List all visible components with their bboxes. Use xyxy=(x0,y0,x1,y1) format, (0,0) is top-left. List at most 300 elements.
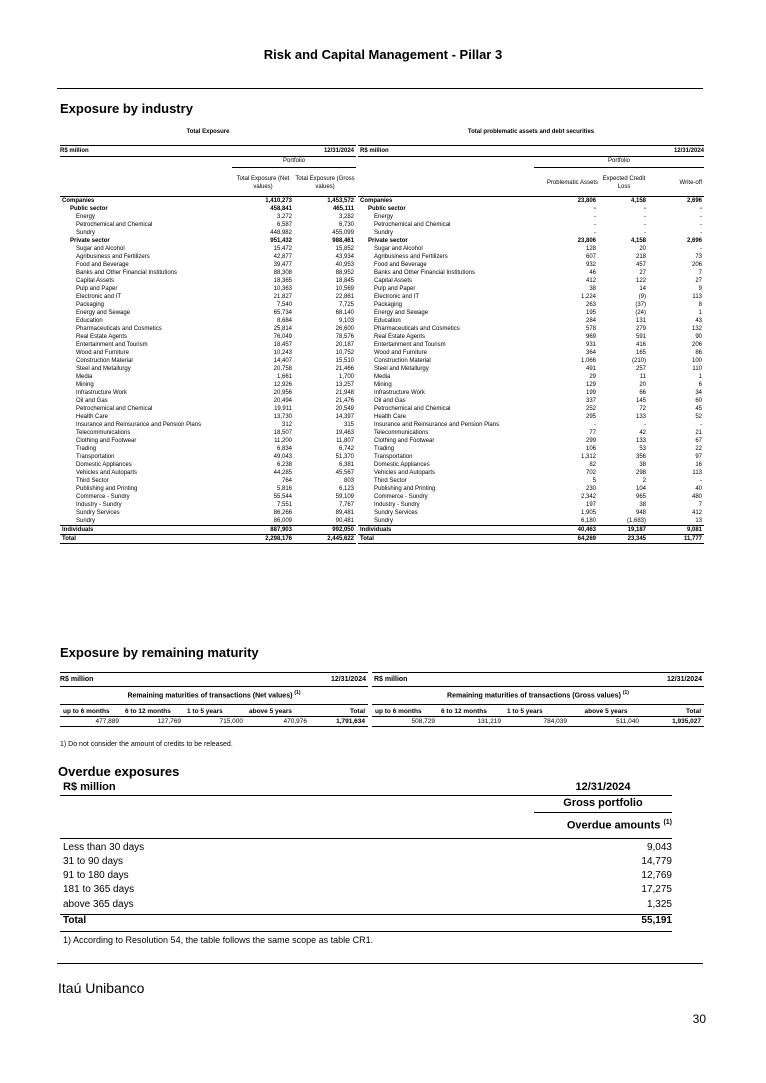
net-value: 6,238 xyxy=(276,462,292,468)
mat-right-sup: (1) xyxy=(622,690,629,696)
row-label: Industry - Sundry xyxy=(374,502,420,508)
ecl-value: 145 xyxy=(635,398,646,404)
page-title: Risk and Capital Management - Pillar 3 xyxy=(263,47,503,62)
row-label: Sundry xyxy=(76,518,96,524)
mat-net-h3: above 5 years xyxy=(249,708,293,715)
footer-brand: Itaú Unibanco xyxy=(58,980,145,996)
ecl-value: 20 xyxy=(639,382,646,388)
row-label: Sugar and Alcohol xyxy=(374,246,423,252)
industry-row xyxy=(60,245,356,253)
row-label: Total xyxy=(358,535,534,544)
overdue-line-top xyxy=(60,795,672,796)
overdue-row-value: 9,043 xyxy=(646,842,672,853)
industry-row xyxy=(60,373,356,381)
industry-row xyxy=(60,277,356,285)
mat-left-date: 12/31/2024 xyxy=(330,676,366,683)
right-date: 12/31/2024 xyxy=(673,148,704,154)
gross-value: 26,600 xyxy=(335,326,354,332)
writeoff-value: 480 xyxy=(691,494,702,500)
mat-net-v1: 127,769 xyxy=(157,718,181,725)
row-label: Commerce - Sundry xyxy=(76,494,130,500)
ecl-value: 38 xyxy=(639,462,646,468)
writeoff-value: 206 xyxy=(691,262,702,268)
problematic-value: - xyxy=(594,206,596,212)
problematic-row xyxy=(358,437,704,445)
writeoff-value: 11,777 xyxy=(648,535,704,544)
writeoff-value: - xyxy=(700,214,702,220)
gross-value: 2,445,622 xyxy=(294,535,356,544)
problematic-assets-caption: Total problematic assets and debt securities xyxy=(467,129,595,135)
overdue-total-label: Total xyxy=(63,915,87,926)
problematic-value: 197 xyxy=(585,502,596,508)
total-exposure-table xyxy=(60,196,356,544)
row-label: Individuals xyxy=(358,526,534,535)
problematic-row xyxy=(358,477,704,485)
row-label: Oil and Gas xyxy=(76,398,108,404)
mat-gross-v3: 511,040 xyxy=(615,718,639,725)
overdue-unit: R$ million xyxy=(63,781,116,793)
ecl-value: (9) xyxy=(638,294,646,300)
problematic-row xyxy=(358,429,704,437)
row-label: Oil and Gas xyxy=(374,398,406,404)
problematic-row xyxy=(358,221,704,229)
problematic-value: 607 xyxy=(585,254,596,260)
mat-right-caption-text: Remaining maturities of transactions (Gross values) xyxy=(447,692,621,700)
gross-value: 15,510 xyxy=(335,358,354,364)
right-portfolio: Portfolio xyxy=(607,158,630,164)
writeoff-value: 16 xyxy=(695,462,702,468)
problematic-row xyxy=(358,535,704,544)
gross-value: 7,767 xyxy=(338,502,354,508)
gross-value: 45,567 xyxy=(335,470,354,476)
gross-value: 20,187 xyxy=(335,342,354,348)
net-value: 1,410,273 xyxy=(232,197,294,206)
problematic-value: 128 xyxy=(585,246,596,252)
problematic-row xyxy=(358,405,704,413)
overdue-row xyxy=(60,870,672,884)
problematic-value: 46 xyxy=(589,270,596,276)
row-label: Media xyxy=(374,374,391,380)
row-label: Clothing and Footwear xyxy=(76,438,137,444)
gross-value: 22,861 xyxy=(335,294,354,300)
gross-value: 6,742 xyxy=(338,446,354,452)
row-label: Pharmaceuticals and Cosmetics xyxy=(76,326,162,332)
overdue-row-label: 31 to 90 days xyxy=(63,856,124,867)
problematic-row xyxy=(358,229,704,237)
net-value: 458,841 xyxy=(270,206,292,212)
industry-section-title: Exposure by industry xyxy=(60,101,193,116)
row-label: Sundry Services xyxy=(374,510,418,516)
writeoff-value: 43 xyxy=(695,318,702,324)
writeoff-value: 7 xyxy=(698,270,702,276)
problematic-value: 932 xyxy=(585,262,596,268)
mat-net-value-row xyxy=(60,717,368,727)
row-label: Infrastructure Work xyxy=(76,390,127,396)
industry-row xyxy=(60,526,356,535)
left-portfolio: Portfolio xyxy=(282,158,305,164)
net-value: 19,911 xyxy=(274,406,292,412)
writeoff-value: 132 xyxy=(691,326,702,332)
problematic-row xyxy=(358,469,704,477)
row-label: Pulp and Paper xyxy=(374,286,416,292)
gross-value: 43,934 xyxy=(335,254,354,260)
gross-value: 988,461 xyxy=(332,238,354,244)
writeoff-value: 100 xyxy=(691,358,702,364)
problematic-row xyxy=(358,365,704,373)
overdue-row-label: 181 to 365 days xyxy=(63,884,135,895)
ecl-value: 11 xyxy=(639,374,646,380)
problematic-row xyxy=(358,317,704,325)
problematic-value: 23,806 xyxy=(534,197,598,206)
right-unit: R$ million xyxy=(360,148,389,154)
net-value: 86,009 xyxy=(273,518,292,524)
overdue-date: 12/31/2024 xyxy=(575,781,631,793)
mat-net-v4: 1,791,634 xyxy=(336,718,365,725)
row-label: Vehicles and Autoparts xyxy=(76,470,138,476)
mat-right-line-3 xyxy=(372,704,704,705)
net-value: 5,816 xyxy=(276,486,292,492)
net-value: 86,266 xyxy=(273,510,292,516)
row-label: Vehicles and Autoparts xyxy=(374,470,436,476)
row-label: Petrochemical and Chemical xyxy=(76,222,153,228)
mat-gross-header-row xyxy=(372,707,704,717)
row-label: Telecommunications xyxy=(76,430,131,436)
gross-value: 315 xyxy=(343,422,354,428)
overdue-row xyxy=(60,842,672,856)
net-value: 25,814 xyxy=(273,326,292,332)
problematic-value: 2,342 xyxy=(580,494,596,500)
net-value: 764 xyxy=(281,478,292,484)
overdue-row-label: above 365 days xyxy=(63,899,134,910)
page-number: 30 xyxy=(692,1012,706,1026)
mat-right-line-top xyxy=(372,672,704,673)
ecl-value: 4,158 xyxy=(598,197,648,206)
overdue-row-label: Less than 30 days xyxy=(63,842,145,853)
row-label: Real Estate Agents xyxy=(374,334,426,340)
overdue-row-value: 14,779 xyxy=(641,856,672,867)
ecl-value: 14 xyxy=(639,286,646,292)
row-label: Packaging xyxy=(374,302,403,308)
problematic-row xyxy=(358,197,704,206)
net-value: 951,432 xyxy=(270,238,292,244)
row-label: Sugar and Alcohol xyxy=(76,246,125,252)
net-value: 312 xyxy=(281,422,292,428)
mat-net-h4: Total xyxy=(349,708,365,715)
overdue-column-header xyxy=(534,819,672,832)
problematic-value: 6,180 xyxy=(580,518,596,524)
ecl-value: - xyxy=(644,214,646,220)
mat-net-h0: up to 6 months xyxy=(63,708,110,715)
right-portfolio-line xyxy=(534,167,704,168)
gross-value: 803 xyxy=(343,478,354,484)
row-label: Capital Assets xyxy=(76,278,115,284)
row-label: Energy and Sewage xyxy=(76,310,131,316)
writeoff-value: 9 xyxy=(698,286,702,292)
writeoff-value: - xyxy=(700,246,702,252)
gross-value: 21,948 xyxy=(335,390,354,396)
problematic-row xyxy=(358,357,704,365)
problematic-value: 1,224 xyxy=(580,294,596,300)
problematic-value: 199 xyxy=(585,390,596,396)
problematic-value: 295 xyxy=(585,414,596,420)
ecl-value: (210) xyxy=(631,358,646,364)
writeoff-value: 13 xyxy=(695,518,702,524)
industry-row xyxy=(60,437,356,445)
ecl-value: 948 xyxy=(635,510,646,516)
row-label: Clothing and Footwear xyxy=(374,438,435,444)
gross-value: 6,123 xyxy=(338,486,354,492)
problematic-value: 77 xyxy=(589,430,596,436)
overdue-row-value: 1,325 xyxy=(646,899,672,910)
row-label: Transportation xyxy=(374,454,413,460)
industry-row xyxy=(60,261,356,269)
writeoff-value: 60 xyxy=(695,398,702,404)
gross-value: 1,453,572 xyxy=(294,197,356,206)
net-value: 18,457 xyxy=(273,342,292,348)
net-value: 11,200 xyxy=(274,438,292,444)
row-label: Public sector xyxy=(70,206,108,212)
row-label: Petrochemical and Chemical xyxy=(374,222,451,228)
net-value: 20,758 xyxy=(273,366,292,372)
writeoff-value: 1 xyxy=(698,310,702,316)
net-value: 10,363 xyxy=(273,286,292,292)
net-value: 6,834 xyxy=(276,446,292,452)
problematic-row xyxy=(358,293,704,301)
industry-row xyxy=(60,309,356,317)
mat-left-unit: R$ million xyxy=(60,676,94,683)
row-label: Companies xyxy=(60,197,232,206)
problematic-row xyxy=(358,349,704,357)
industry-row xyxy=(60,509,356,517)
row-label: Insurance and Reinsurance and Pension Plans xyxy=(76,422,202,428)
row-label: Electronic and IT xyxy=(76,294,122,300)
net-value: 3,272 xyxy=(276,214,292,220)
mat-gross-v0: 508,729 xyxy=(411,718,435,725)
row-label: Energy and Sewage xyxy=(374,310,429,316)
problematic-value: 337 xyxy=(585,398,596,404)
industry-row xyxy=(60,237,356,245)
writeoff-value: 8 xyxy=(698,302,702,308)
problematic-value: 284 xyxy=(585,318,596,324)
gross-value: 15,852 xyxy=(335,246,354,252)
industry-row xyxy=(60,517,356,526)
mat-right-unit: R$ million xyxy=(374,676,408,683)
net-value: 12,926 xyxy=(273,382,292,388)
row-label: Private sector xyxy=(70,238,110,244)
row-label: Trading xyxy=(76,446,97,452)
gross-value: 6,381 xyxy=(338,462,354,468)
ecl-value: 298 xyxy=(635,470,646,476)
industry-row xyxy=(60,301,356,309)
problematic-value: 5 xyxy=(592,478,596,484)
footer-divider xyxy=(57,963,703,964)
problematic-assets-table xyxy=(358,196,704,544)
net-value: 49,043 xyxy=(273,454,292,460)
problematic-row xyxy=(358,445,704,453)
problematic-value: 252 xyxy=(585,406,596,412)
overdue-column-text: Overdue amounts xyxy=(566,819,661,832)
ecl-value: (24) xyxy=(635,310,646,316)
gross-value: 40,953 xyxy=(335,262,354,268)
net-value: 44,285 xyxy=(273,470,292,476)
net-value: 887,903 xyxy=(232,526,294,535)
writeoff-value: 7 xyxy=(698,502,702,508)
gross-value: 89,481 xyxy=(335,510,354,516)
problematic-value: 364 xyxy=(585,350,596,356)
problematic-value: - xyxy=(594,422,596,428)
net-value: 448,982 xyxy=(270,230,292,236)
writeoff-value: - xyxy=(700,230,702,236)
ecl-value: 257 xyxy=(635,366,646,372)
row-label: Petrochemical and Chemical xyxy=(76,406,153,412)
ecl-value: 591 xyxy=(635,334,646,340)
problematic-row xyxy=(358,277,704,285)
mat-left-caption-text: Remaining maturities of transactions (Net values) xyxy=(127,692,293,700)
problematic-row xyxy=(358,261,704,269)
row-label: Third Sector xyxy=(374,478,407,484)
row-label: Private sector xyxy=(368,238,408,244)
row-label: Infrastructure Work xyxy=(374,390,425,396)
row-label: Agribusiness and Fertilizers xyxy=(374,254,448,260)
ecl-value: 133 xyxy=(635,414,646,420)
problematic-value: 195 xyxy=(585,310,596,316)
problematic-value: - xyxy=(594,222,596,228)
problematic-value: 40,463 xyxy=(534,526,598,535)
row-label: Electronic and IT xyxy=(374,294,420,300)
mat-left-sup: (1) xyxy=(294,690,301,696)
overdue-row xyxy=(60,856,672,870)
net-value: 13,730 xyxy=(273,414,292,420)
industry-row xyxy=(60,253,356,261)
net-value: 7,551 xyxy=(276,502,292,508)
gross-value: 21,476 xyxy=(335,398,354,404)
overdue-row-label: 91 to 180 days xyxy=(63,870,129,881)
ecl-value: - xyxy=(644,206,646,212)
problematic-row xyxy=(358,325,704,333)
mat-left-caption xyxy=(60,690,368,699)
mat-right-date: 12/31/2024 xyxy=(666,676,702,683)
industry-row xyxy=(60,461,356,469)
problematic-row xyxy=(358,213,704,221)
mat-gross-h4: Total xyxy=(685,708,701,715)
gross-value: 90,481 xyxy=(335,518,354,524)
problematic-value: 931 xyxy=(585,342,596,348)
ecl-value: (37) xyxy=(635,302,646,308)
mat-gross-h1: 6 to 12 months xyxy=(441,708,487,715)
net-value: 8,684 xyxy=(276,318,292,324)
problematic-row xyxy=(358,501,704,509)
ecl-value: 218 xyxy=(635,254,646,260)
problematic-value: 969 xyxy=(585,334,596,340)
overdue-total-row xyxy=(60,915,672,929)
net-value: 2,298,176 xyxy=(232,535,294,544)
row-label: Insurance and Reinsurance and Pension Plans xyxy=(374,422,500,428)
right-col-writeoff: Write-off xyxy=(679,180,702,186)
left-col-gross: Total Exposure (Gross values) xyxy=(295,176,355,190)
gross-value: 51,370 xyxy=(335,454,354,460)
writeoff-value: 90 xyxy=(695,334,702,340)
overdue-line-bottom xyxy=(60,931,672,932)
ecl-value: - xyxy=(644,230,646,236)
row-label: Education xyxy=(374,318,401,324)
net-value: 15,472 xyxy=(273,246,292,252)
writeoff-value: 27 xyxy=(695,278,702,284)
ecl-value: 4,158 xyxy=(630,238,646,244)
writeoff-value: 40 xyxy=(695,486,702,492)
writeoff-value: 45 xyxy=(695,406,702,412)
row-label: Transportation xyxy=(76,454,115,460)
row-label: Banks and Other Financial Institutions xyxy=(76,270,178,276)
gross-value: 1,700 xyxy=(338,374,354,380)
ecl-value: 19,187 xyxy=(598,526,648,535)
problematic-value: 82 xyxy=(589,462,596,468)
problematic-row xyxy=(358,253,704,261)
net-value: 20,956 xyxy=(273,390,292,396)
row-label: Individuals xyxy=(60,526,232,535)
net-value: 1,661 xyxy=(276,374,292,380)
net-value: 18,365 xyxy=(273,278,292,284)
mat-left-line-3 xyxy=(60,704,368,705)
net-value: 55,544 xyxy=(273,494,292,500)
row-label: Energy xyxy=(374,214,394,220)
overdue-total-value: 55,191 xyxy=(641,915,672,926)
writeoff-value: - xyxy=(700,206,702,212)
industry-row xyxy=(60,349,356,357)
mat-net-v2: 715,000 xyxy=(219,718,243,725)
ecl-value: 279 xyxy=(635,326,646,332)
row-label: Health Care xyxy=(76,414,109,420)
problematic-value: 578 xyxy=(585,326,596,332)
net-value: 88,308 xyxy=(273,270,292,276)
row-label: Pharmaceuticals and Cosmetics xyxy=(374,326,460,332)
ecl-value: 27 xyxy=(639,270,646,276)
writeoff-value: - xyxy=(700,222,702,228)
industry-row xyxy=(60,381,356,389)
row-label: Trading xyxy=(374,446,395,452)
problematic-row xyxy=(358,269,704,277)
industry-row xyxy=(60,421,356,429)
ecl-value: 66 xyxy=(639,390,646,396)
industry-row xyxy=(60,397,356,405)
industry-row xyxy=(60,445,356,453)
mat-net-v0: 477,889 xyxy=(95,718,119,725)
mat-gross-h0: up to 6 months xyxy=(375,708,422,715)
ecl-value: 457 xyxy=(635,262,646,268)
problematic-row xyxy=(358,309,704,317)
overdue-line-header xyxy=(60,838,672,839)
overdue-sup: (1) xyxy=(663,819,672,826)
row-label: Sundry Services xyxy=(76,510,120,516)
gross-value: 10,752 xyxy=(335,350,354,356)
writeoff-value: 2,696 xyxy=(686,238,702,244)
mat-net-h2: 1 to 5 years xyxy=(187,708,223,715)
net-value: 42,877 xyxy=(273,254,292,260)
row-label: Real Estate Agents xyxy=(76,334,128,340)
ecl-value: 2 xyxy=(642,478,646,484)
writeoff-value: 22 xyxy=(695,446,702,452)
industry-row xyxy=(60,413,356,421)
row-label: Third Sector xyxy=(76,478,109,484)
total-exposure-caption: Total Exposure xyxy=(186,129,230,135)
industry-row xyxy=(60,485,356,493)
row-label: Media xyxy=(76,374,93,380)
problematic-row xyxy=(358,373,704,381)
industry-row xyxy=(60,429,356,437)
writeoff-value: 73 xyxy=(695,254,702,260)
gross-value: 78,576 xyxy=(335,334,354,340)
ecl-value: 20 xyxy=(639,246,646,252)
problematic-value: 29 xyxy=(589,374,596,380)
